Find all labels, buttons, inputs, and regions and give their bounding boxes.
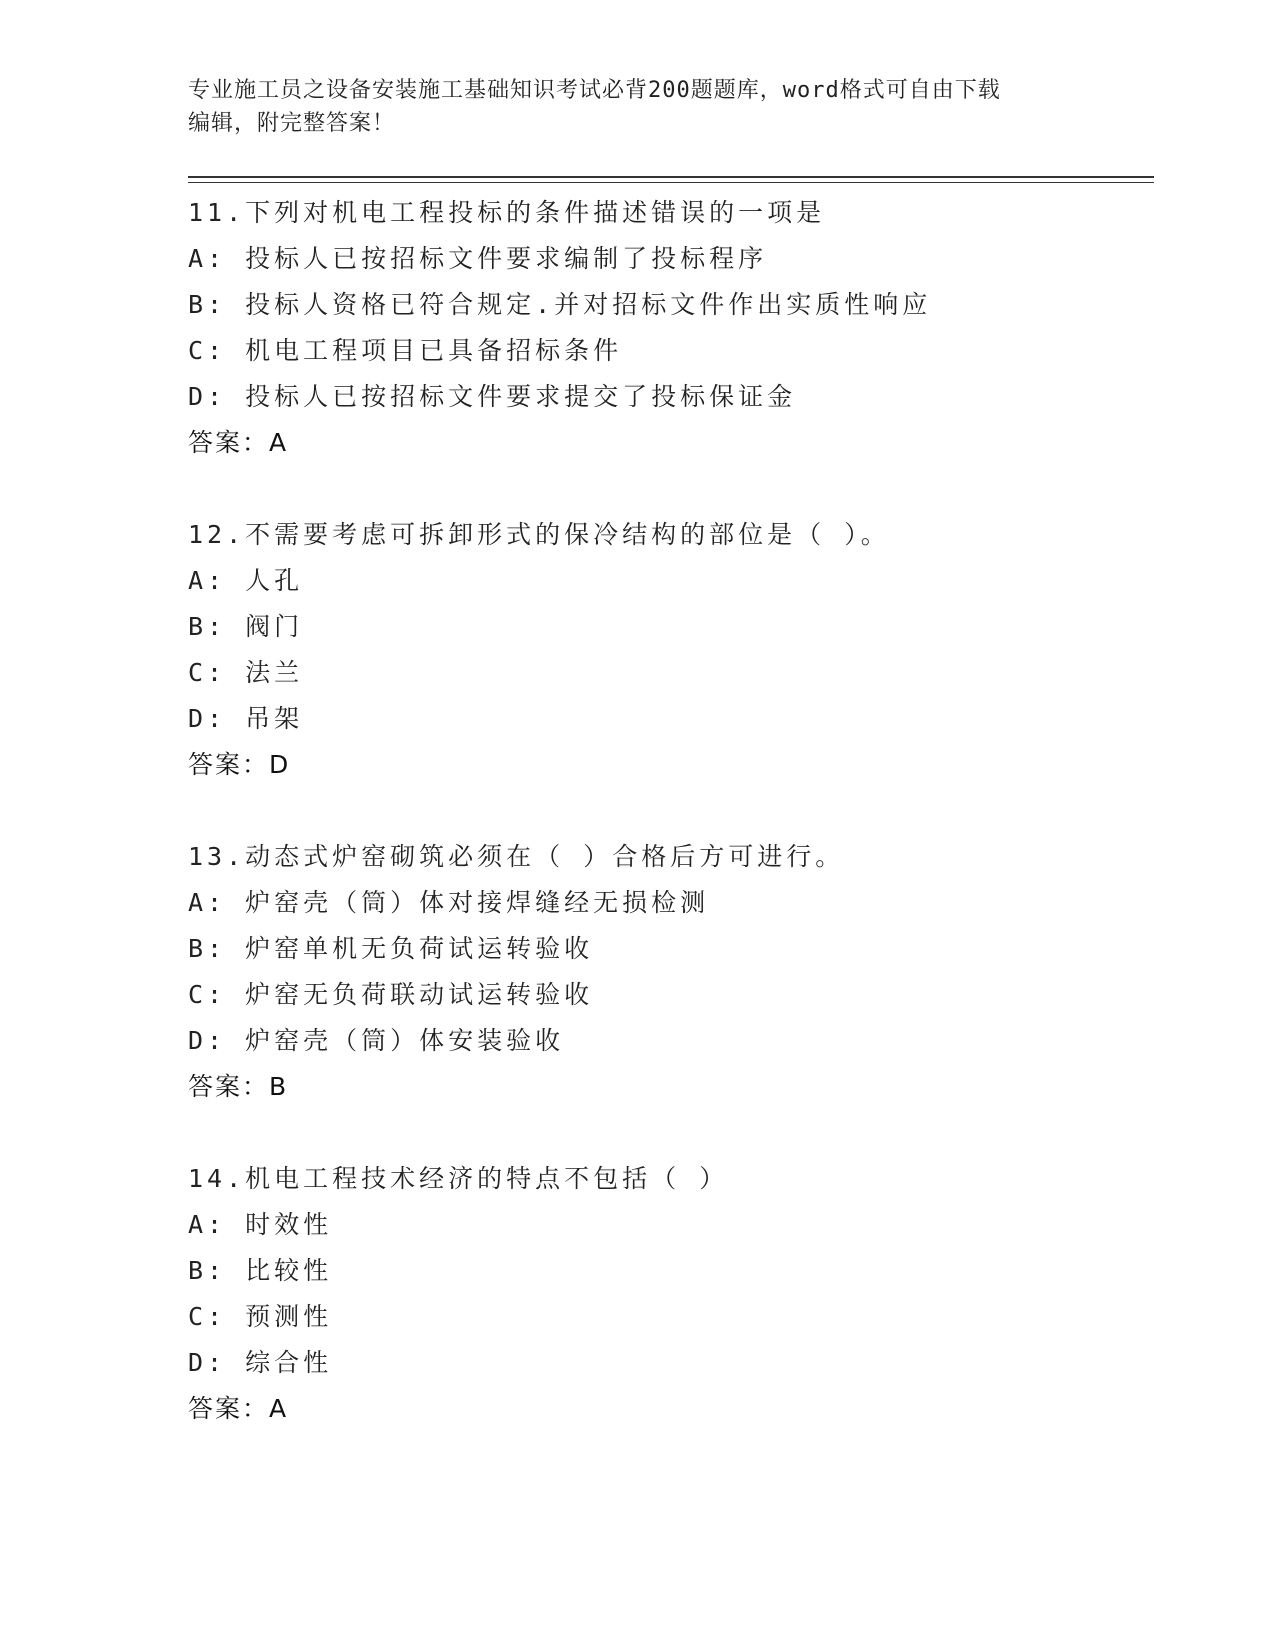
option-d: D: 综合性	[188, 1348, 333, 1377]
question-11	[188, 190, 1168, 466]
question-stem: 14.机电工程技术经济的特点不包括（ ）	[188, 1164, 729, 1193]
option-b: B: 炉窑单机无负荷试运转验收	[188, 934, 594, 963]
document-header	[188, 74, 1088, 140]
question-stem: 13.动态式炉窑砌筑必须在（ ）合格后方可进行。	[188, 842, 845, 871]
answer-line: 答案：A	[188, 1394, 289, 1423]
option-b: B: 比较性	[188, 1256, 333, 1285]
question-13	[188, 834, 1168, 1110]
header-divider-thin	[188, 182, 1154, 183]
option-c: C: 预测性	[188, 1302, 333, 1331]
option-a: A: 时效性	[188, 1210, 333, 1239]
question-stem: 12.不需要考虑可拆卸形式的保冷结构的部位是（ ）。	[188, 520, 890, 549]
option-a: A: 人孔	[188, 566, 304, 595]
option-a: A: 炉窑壳（筒）体对接焊缝经无损检测	[188, 888, 710, 917]
option-c: C: 炉窑无负荷联动试运转验收	[188, 980, 594, 1009]
header-title-line-1: 专业施工员之设备安装施工基础知识考试必背200题题库，word格式可自由下载	[188, 78, 1001, 103]
answer-line: 答案：D	[188, 750, 291, 779]
option-d: D: 炉窑壳（筒）体安装验收	[188, 1026, 565, 1055]
option-c: C: 法兰	[188, 658, 304, 687]
header-title-line-2: 编辑，附完整答案！	[188, 111, 396, 136]
option-d: D: 吊架	[188, 704, 304, 733]
question-stem: 11.下列对机电工程投标的条件描述错误的一项是	[188, 198, 826, 227]
option-b: B: 投标人资格已符合规定.并对招标文件作出实质性响应	[188, 290, 932, 319]
header-divider-thick	[188, 176, 1154, 178]
answer-line: 答案：B	[188, 1072, 289, 1101]
answer-line: 答案：A	[188, 428, 289, 457]
option-a: A: 投标人已按招标文件要求编制了投标程序	[188, 244, 768, 273]
option-b: B: 阀门	[188, 612, 304, 641]
option-d: D: 投标人已按招标文件要求提交了投标保证金	[188, 382, 797, 411]
question-12	[188, 512, 1168, 788]
question-14	[188, 1156, 1168, 1432]
option-c: C: 机电工程项目已具备招标条件	[188, 336, 623, 365]
question-list	[188, 190, 1168, 1478]
